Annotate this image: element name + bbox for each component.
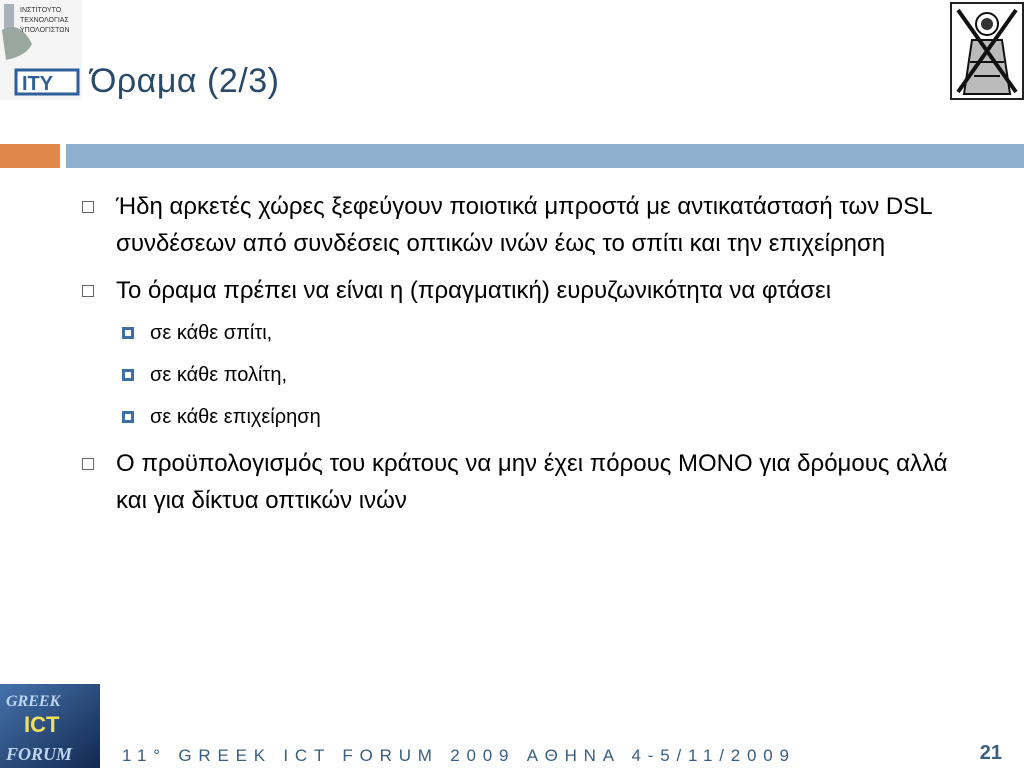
saint-icon [950,2,1024,100]
svg-text:ICT: ICT [24,712,60,737]
sub-bullet-text: σε κάθε πολίτη, [150,364,288,386]
sub-bullet-item [80,361,980,389]
sub-bullet-item [80,319,980,347]
page-number: 21 [979,742,1002,764]
svg-text:GREEK: GREEK [6,693,61,710]
blue-header-bar [66,144,1024,168]
bullet-item [80,188,980,262]
bullet-item [80,445,980,519]
institute-name-line1: ΙΝΣΤΙΤΟΥΤΟ [20,7,62,14]
sub-bullet-text: σε κάθε σπίτι, [150,322,273,344]
bullet-text: Το όραμα πρέπει να είναι η (πραγματική) ευρυζωνικότητα να φτάσει [116,277,832,304]
bullet-text: Ήδη αρκετές χώρες ξεφεύγουν ποιοτικά μπροστά με αντικατάστασή των DSL συνδέσεων από συνδέσεις οπτικών ινών έως το σπίτι και την επιχείρηση [116,193,932,257]
slide-content [80,188,980,529]
forum-logo [0,684,100,768]
institute-name-line2: ΤΕΧΝΟΛΟΓΙΑΣ [20,17,69,24]
square-bullet-icon [82,458,94,470]
orange-accent-bar [0,144,60,168]
sub-bullet-item [80,403,980,431]
filled-square-bullet-icon [122,411,134,423]
bullet-text: Ο προϋπολογισμός του κράτους να μην έχει πόρους ΜΟΝΟ για δρόμους αλλά και για δίκτυα οπτικών ινών [116,450,948,514]
slide-footer: 11° GREEK ICT FORUM 2009 ΑΘΗΝΑ 4-5/11/2009 [122,746,796,765]
square-bullet-icon [82,201,94,213]
institute-name-line3: ΥΠΟΛΟΓΙΣΤΩΝ [20,27,70,34]
slide-title: Όραμα (2/3) [90,62,280,100]
institute-logo [0,0,82,100]
filled-square-bullet-icon [122,369,134,381]
sub-bullet-text: σε κάθε επιχείρηση [150,406,321,428]
institute-mark: ITY [22,73,54,95]
square-bullet-icon [82,285,94,297]
filled-square-bullet-icon [122,327,134,339]
bullet-item [80,272,980,309]
svg-text:FORUM: FORUM [6,744,73,764]
